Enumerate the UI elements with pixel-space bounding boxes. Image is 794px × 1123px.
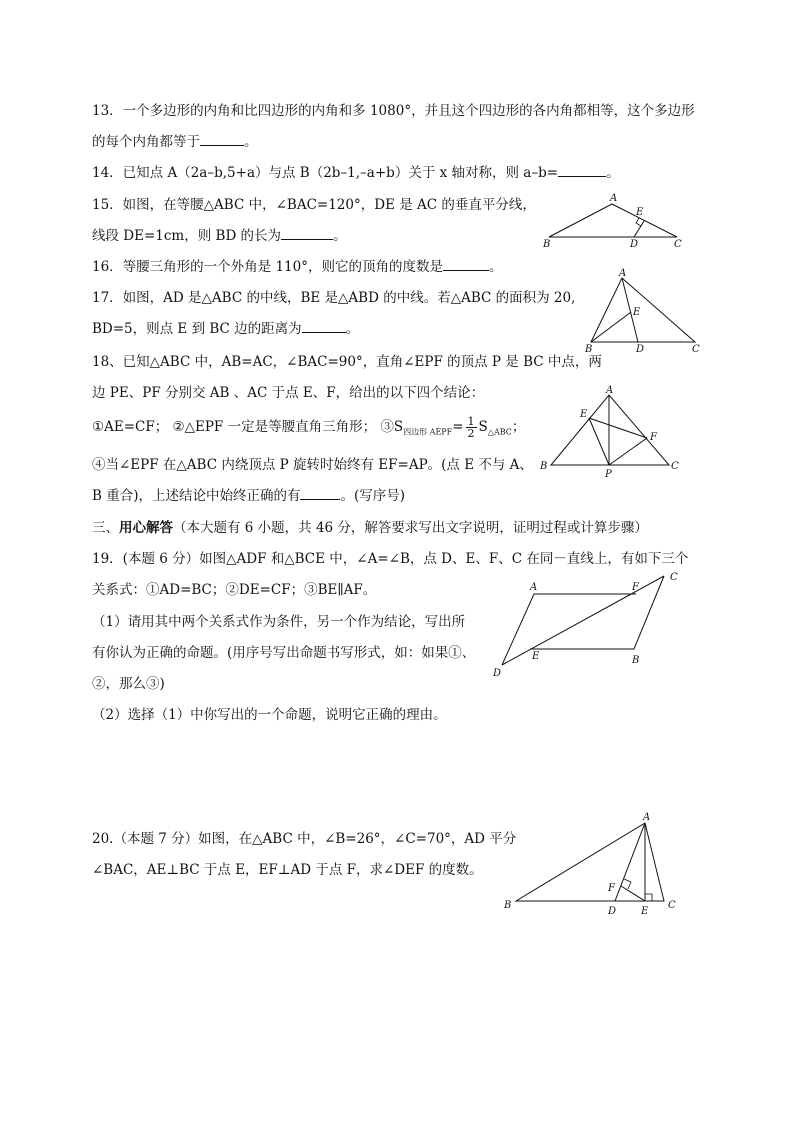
q13-text: 的每个内角都等于 bbox=[92, 134, 200, 150]
q19-line-5: ②，那么③) bbox=[92, 676, 165, 692]
q15-end: 。 bbox=[333, 228, 347, 244]
q19-figure bbox=[490, 570, 690, 680]
q16-end: 。 bbox=[489, 259, 503, 275]
section-3-title: 用心解答 bbox=[119, 520, 173, 536]
q18-line-1: 18、已知△ABC 中，AB=AC，∠BAC=90°，直角∠EPF 的顶点 P 是 BC 中点，两 bbox=[92, 354, 602, 370]
q15-label-e: E bbox=[636, 207, 644, 218]
q18-line-5 bbox=[92, 487, 405, 505]
q16-answer-blank bbox=[443, 258, 489, 271]
q18-label-e: E bbox=[580, 409, 588, 420]
q16-text: 16．等腰三角形的一个外角是 110°，则它的顶角的度数是 bbox=[92, 259, 443, 275]
q19-line-3: （1）请用其中两个关系式作为条件，另一个作为结论，写出所 bbox=[92, 614, 466, 630]
q20-label-c: C bbox=[668, 900, 676, 911]
q18-subscript-quad: 四边形 AEPF bbox=[403, 427, 453, 437]
q18-label-f: F bbox=[650, 432, 657, 443]
q18-line-3 bbox=[92, 416, 525, 442]
q14-answer-blank bbox=[558, 164, 606, 177]
q17-figure bbox=[580, 270, 700, 355]
q17-label-b: B bbox=[585, 344, 593, 355]
q15-text: 线段 DE=1cm，则 BD 的长为 bbox=[92, 228, 282, 244]
q18-conclusions: ①AE=CF； ②△EPF 一定是等腰直角三角形； ③S bbox=[92, 419, 404, 435]
q15-answer-blank bbox=[281, 227, 333, 240]
q20-label-e: E bbox=[641, 906, 649, 917]
q14-line bbox=[92, 164, 620, 182]
q14-end: 。 bbox=[606, 165, 620, 181]
q18-fraction bbox=[466, 416, 477, 439]
q17-label-e: E bbox=[633, 307, 641, 318]
q13-line-1: 13．一个多边形的内角和比四边形的内角和多 1080°，并且这个四边形的各内角都相等，这个多边形 bbox=[92, 103, 695, 119]
q20-label-d: D bbox=[608, 906, 617, 917]
q19-label-d: D bbox=[493, 668, 502, 679]
q15-line-1: 15．如图，在等腰△ABC 中，∠BAC=120°，DE 是 AC 的垂直平分线， bbox=[92, 197, 536, 213]
q19-label-a: A bbox=[530, 582, 538, 593]
q17-label-c: C bbox=[692, 344, 700, 355]
q17-answer-blank bbox=[302, 320, 346, 333]
q19-line-1: 19．(本题 6 分）如图△ADF 和△BCE 中，∠A=∠B，点 D、E、F、C 在同－直线上，有如下三个 bbox=[92, 551, 689, 567]
q19-label-f: F bbox=[632, 582, 639, 593]
q20-line-1: 20.（本题 7 分）如图，在△ABC 中，∠B=26°，∠C=70°，AD 平分 bbox=[92, 831, 517, 847]
q15-label-d: D bbox=[630, 239, 639, 250]
q18-text: B 重合)，上述结论中始终正确的有 bbox=[92, 488, 301, 504]
q17-line-2 bbox=[92, 320, 359, 338]
q19-line-6: （2）选择（1）中你写出的一个命题，说明它正确的理由。 bbox=[92, 707, 447, 723]
q18-equals: = bbox=[452, 419, 464, 435]
q17-text: BD=5，则点 E 到 BC 边的距离为 bbox=[92, 321, 302, 337]
q20-label-b: B bbox=[504, 900, 512, 911]
q15-label-a: A bbox=[610, 193, 618, 204]
q17-label-d: D bbox=[636, 344, 645, 355]
q18-label-a: A bbox=[606, 385, 614, 396]
q18-figure bbox=[540, 385, 685, 480]
q15-figure bbox=[540, 190, 690, 250]
q15-label-b: B bbox=[543, 239, 551, 250]
q14-text: 14．已知点 A（2a–b,5+a）与点 B（2b–1,–a+b）关于 x 轴对称，则 a–b= bbox=[92, 165, 559, 181]
q16-line bbox=[92, 258, 503, 276]
q19-label-e: E bbox=[532, 651, 540, 662]
q18-semicolon: ； bbox=[511, 419, 526, 435]
q15-line-2 bbox=[92, 227, 347, 245]
q19-line-2: 关系式：①AD=BC；②DE=CF；③BE∥AF。 bbox=[92, 582, 377, 598]
q13-line-2 bbox=[92, 133, 258, 151]
q15-label-c: C bbox=[674, 239, 682, 250]
q20-line-2: ∠BAC，AE⊥BC 于点 E，EF⊥AD 于点 F，求∠DEF 的度数。 bbox=[92, 862, 483, 878]
q18-line-2: 边 PE、PF 分别交 AB 、AC 于点 E、F，给出的以下四个结论： bbox=[92, 385, 485, 401]
q13-answer-blank bbox=[200, 133, 244, 146]
section-3-instructions: （本大题有 6 小题，共 46 分，解答要求写出文字说明，证明过程或计算步骤） bbox=[173, 520, 648, 536]
q18-answer-blank bbox=[300, 487, 340, 500]
q19-label-c: C bbox=[670, 572, 678, 583]
q19-label-b: B bbox=[632, 655, 640, 666]
q17-line-1: 17．如图，AD 是△ABC 的中线，BE 是△ABD 的中线。若△ABC 的面积为 20, bbox=[92, 290, 576, 306]
q20-figure bbox=[500, 808, 695, 918]
q18-label-b: B bbox=[540, 461, 548, 472]
q17-end: 。 bbox=[345, 321, 360, 337]
q18-frac-den: 2 bbox=[467, 427, 475, 440]
q13-end: 。 bbox=[244, 134, 258, 150]
q18-frac-num: 1 bbox=[467, 415, 475, 428]
q18-end: 。(写序号) bbox=[340, 488, 406, 504]
section-3-header bbox=[92, 519, 648, 537]
q19-line-4: 有你认为正确的命题。(用序号写出命题书写形式，如：如果①、 bbox=[92, 645, 476, 661]
q18-line-4: ④当∠EPF 在△ABC 内绕顶点 P 旋转时始终有 EF=AP。(点 E 不与 A、 bbox=[92, 457, 533, 473]
q20-label-a: A bbox=[643, 812, 651, 823]
q18-label-c: C bbox=[671, 461, 679, 472]
section-3-prefix: 三、 bbox=[92, 520, 119, 536]
q18-subscript-abc: △ABC bbox=[487, 427, 512, 437]
q17-label-a: A bbox=[619, 268, 627, 279]
q18-label-p: P bbox=[605, 469, 612, 480]
q18-s: S bbox=[478, 419, 488, 435]
q20-label-f: F bbox=[608, 883, 615, 894]
